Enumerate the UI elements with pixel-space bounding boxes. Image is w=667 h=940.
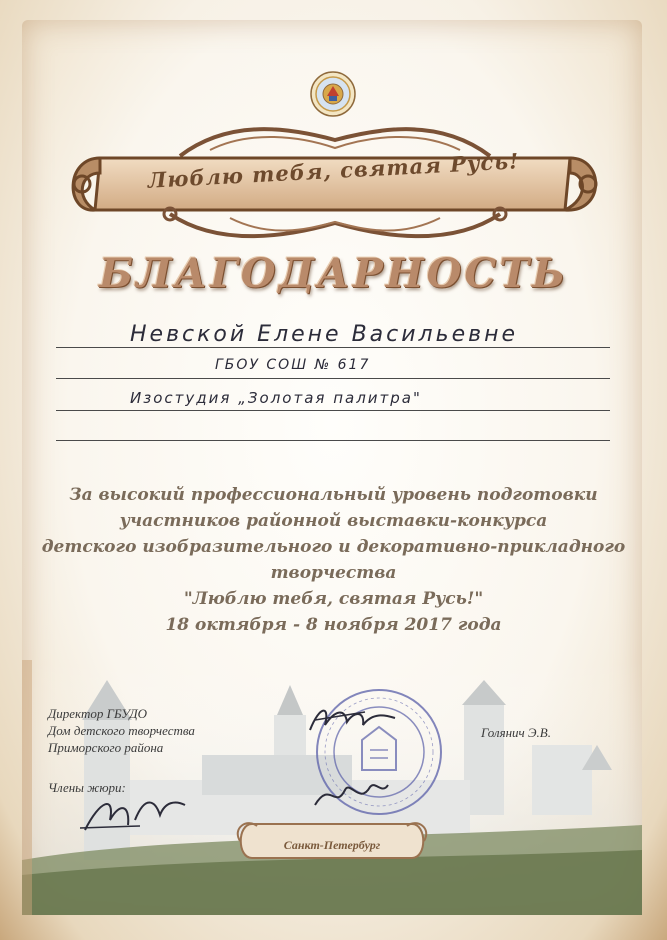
body-line: детского изобразительного и декоративно-прикладного [41, 537, 626, 557]
recipient-name: Невской Елене Васильевне [130, 322, 519, 347]
jury-signature [80, 790, 190, 835]
director-line: Дом детского творчества [48, 723, 195, 738]
body-line: участников районной выставки-конкурса [119, 511, 548, 531]
school-line [56, 378, 610, 379]
body-line: "Люблю тебя, святая Русь!" [183, 589, 484, 609]
body-line: творчества [270, 563, 397, 583]
director-title [48, 705, 195, 756]
director-line: Приморского района [48, 740, 164, 755]
recipient-school: ГБОУ СОШ № 617 [215, 357, 371, 373]
studio-line [56, 410, 610, 411]
banner-text: Люблю тебя, святая Русь! [147, 148, 520, 193]
blank-line [56, 440, 610, 441]
body-line: 18 октября - 8 ноября 2017 года [165, 615, 502, 635]
director-line: Директор ГБУДО [48, 706, 148, 721]
director-signature [305, 700, 400, 740]
certificate-title: БЛАГОДАРНОСТЬ [98, 250, 569, 297]
jury-label: Члены жюри: [48, 780, 126, 795]
name-line [56, 347, 610, 348]
stamp-signature [310, 775, 390, 815]
district-emblem-icon [309, 70, 357, 118]
city-label: Санкт-Петербург [283, 838, 381, 852]
body-line: За высокий профессиональный уровень подготовки [69, 485, 598, 505]
director-name: Голянич Э.В. [481, 725, 551, 740]
recipient-studio: Изостудия „Золотая палитра" [130, 389, 422, 407]
certificate-body [40, 482, 627, 638]
